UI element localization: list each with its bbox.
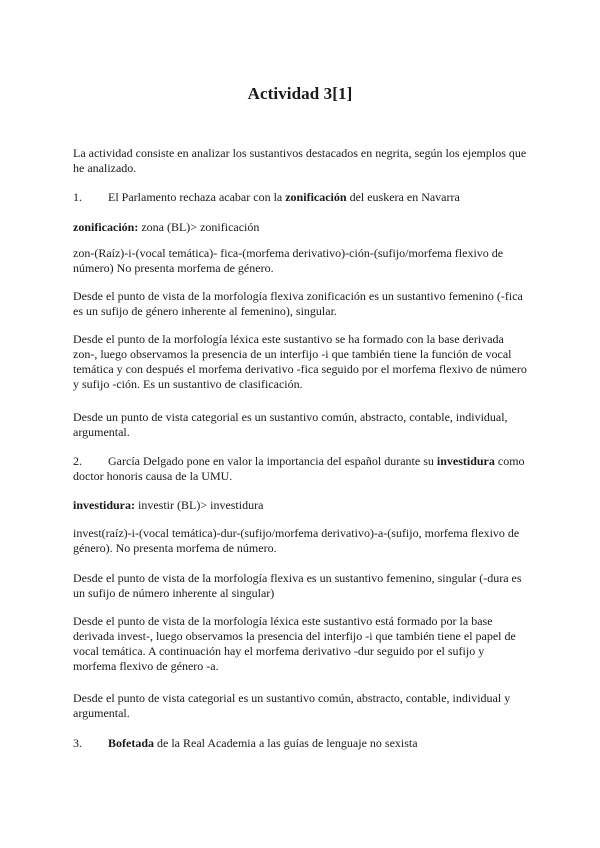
item-1-number: 1. xyxy=(73,190,82,204)
item-3-number: 3. xyxy=(73,736,82,750)
document-title: Actividad 3[1] xyxy=(247,84,353,103)
item-3-keyword: Bofetada xyxy=(108,736,154,750)
item-1-keyword: zonificación xyxy=(285,190,347,204)
item-2-categorial: Desde el punto de vista categorial es un sustantivo común, abstracto, contable, individual y argumental. xyxy=(73,691,511,720)
item-2-segmentation: invest(raíz)-i-(vocal temática)-dur-(sufijo/morfema derivativo)-a-(sufijo, morfema flexivo de género). No presenta morfema de número. xyxy=(73,526,520,555)
item-1-derivation: zonificación: zona (BL)> zonificación xyxy=(73,220,260,234)
item-2-keyword: investidura xyxy=(436,454,495,468)
item-2-flexiva: Desde el punto de vista de la morfología flexiva es un sustantivo femenino, singular (-dura es un sufijo de número inherente al singular) xyxy=(73,571,522,600)
item-2-sentence: 2. García Delgado pone en valor la importancia del español durante su investidura como doctor honoris causa de la UMU. xyxy=(73,454,525,483)
item-2-number: 2. xyxy=(73,454,82,468)
item-3-sentence: 3. Bofetada de la Real Academia a las guías de lenguaje no sexista xyxy=(73,736,418,750)
item-2-lexica: Desde el punto de vista de la morfología léxica este sustantivo está formado por la base derivada invest-, luego observamos la presencia del interfijo -i que también tiene el papel de vocal temática. A continuación hay el morfema derivativo -dur seguido por el sufijo y morfema flexivo de género -a. xyxy=(73,614,516,673)
item-1-lexica: Desde el punto de la morfología léxica este sustantivo se ha formado con la base derivada zon-, luego observamos la presencia de un interfijo -i que también tiene la función de vocal temática y con después el morfema derivativo -fica seguido por el morfema flexivo de número y sufijo -ción. Es un sustantivo de clasificación. xyxy=(73,332,527,391)
item-1-categorial: Desde un punto de vista categorial es un sustantivo común, abstracto, contable, individual, argumental. xyxy=(73,410,508,439)
item-2-derivation: investidura: investir (BL)> investidura xyxy=(73,498,264,512)
item-1-sentence: 1. El Parlamento rechaza acabar con la zonificación del euskera en Navarra xyxy=(73,190,460,204)
item-1-flexiva: Desde el punto de vista de la morfología flexiva zonificación es un sustantivo femenino (-fica es un sufijo de género inherente al femenino), singular. xyxy=(73,289,523,318)
intro-paragraph: La actividad consiste en analizar los sustantivos destacados en negrita, según los ejemplos que he analizado. xyxy=(73,146,527,175)
item-1-segmentation: zon-(Raíz)-i-(vocal temática)- fica-(morfema derivativo)-ción-(sufijo/morfema flexivo de número) No presenta morfema de género. xyxy=(73,246,504,275)
